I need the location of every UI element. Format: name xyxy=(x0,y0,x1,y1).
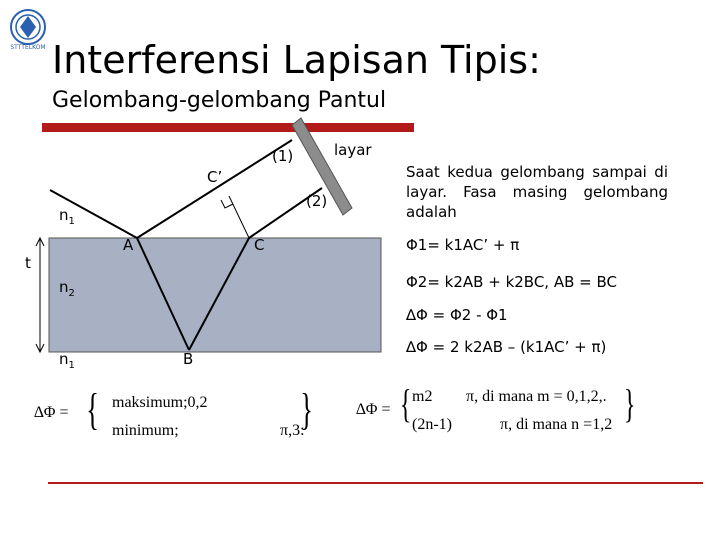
n2-subscript: 2 xyxy=(68,288,75,299)
page-title: Interferensi Lapisan Tipis: xyxy=(52,38,541,82)
label-point-c-prime: C’ xyxy=(207,168,223,186)
film-layer xyxy=(49,238,381,352)
condition-right-row2-b: π, di mana n =1,2 xyxy=(500,416,613,433)
condition-left-tail: π,3: xyxy=(280,422,305,439)
n1-bottom-subscript: 1 xyxy=(68,360,75,371)
equation-phi1: Φ1= k1AC’ + π xyxy=(406,236,520,254)
label-point-a: A xyxy=(123,236,134,254)
label-ray-2: (2) xyxy=(306,192,328,210)
wavefront-line xyxy=(229,196,249,238)
label-point-b: B xyxy=(183,350,194,368)
equation-phi2: Φ2= k2AB + k2BC, AB = BC xyxy=(406,273,617,291)
condition-right-row1-a: m2 xyxy=(412,388,433,405)
equation-delta-phi-2: ∆Φ = 2 k2AB – (k1AC’ + π) xyxy=(406,338,607,356)
n1-top-subscript: 1 xyxy=(68,216,75,227)
label-n1-top xyxy=(59,206,75,227)
description-text: Saat kedua gelombang sampai di layar. Fasa masing gelombang adalah xyxy=(406,163,668,221)
equation-delta-phi-1: ∆Φ = Φ2 - Φ1 xyxy=(406,306,508,324)
condition-left-max: maksimum;0,2 xyxy=(112,394,208,411)
condition-left-lhs: ∆Φ = xyxy=(34,404,69,421)
condition-right-close-brace-icon: } xyxy=(623,381,636,426)
footer-divider xyxy=(48,482,703,484)
n2-symbol: n xyxy=(59,278,69,296)
label-screen: layar xyxy=(334,141,372,159)
label-thickness: t xyxy=(25,254,31,272)
label-n1-bottom xyxy=(59,350,75,371)
label-n2 xyxy=(59,278,75,299)
condition-right-lhs: ∆Φ = xyxy=(356,401,391,418)
logo-text: STTTELKOM xyxy=(10,44,46,51)
n1-bottom-symbol: n xyxy=(59,350,69,368)
condition-right-brace-icon: { xyxy=(399,381,412,426)
condition-left-min: minimum; xyxy=(112,422,179,439)
page-subtitle: Gelombang-gelombang Pantul xyxy=(52,88,387,113)
label-point-c: C xyxy=(254,236,265,254)
n1-top-symbol: n xyxy=(59,206,69,224)
condition-left-brace-icon: { xyxy=(86,385,99,434)
condition-right-row2-a: (2n-1) xyxy=(412,416,452,433)
label-ray-1: (1) xyxy=(272,147,294,165)
condition-right-row1-b: π, di mana m = 0,1,2,. xyxy=(466,388,607,405)
condition-left-close-brace-icon: } xyxy=(300,385,313,434)
